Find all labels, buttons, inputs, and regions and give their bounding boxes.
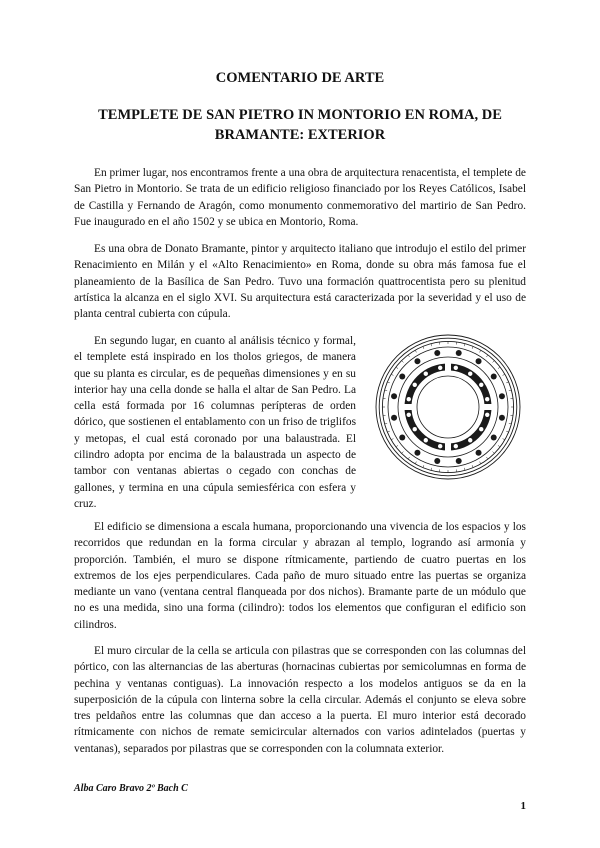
plan-column [456, 458, 462, 464]
plan-step-hatch [408, 457, 410, 459]
plan-step-hatch [402, 452, 404, 454]
temple-floor-plan-drawing [374, 333, 522, 481]
plan-cella-wall [408, 367, 488, 447]
plan-wall-niche [407, 413, 411, 417]
footer-author: Alba Caro Bravo 2º Bach C [74, 783, 188, 794]
plan-step-hatch [396, 445, 398, 447]
plan-step-hatch [472, 465, 473, 467]
plan-step-hatch [387, 431, 389, 432]
plan-wall-niche [468, 438, 472, 442]
plan-column [434, 350, 440, 356]
plan-column [434, 458, 440, 464]
plan-wall-niche [413, 427, 417, 431]
plan-step-hatch [423, 346, 424, 348]
plan-step-hatch [486, 457, 488, 459]
plan-step-hatch [480, 350, 481, 352]
plan-column [391, 393, 397, 399]
plan-door-opening [404, 404, 413, 410]
plan-wall-niche [424, 438, 428, 442]
plan-step-hatch [387, 382, 389, 383]
document-subtitle: TEMPLETE DE SAN PIETRO IN MONTORIO EN ROMA, DE BRAMANTE: EXTERIOR [98, 107, 502, 143]
plan-step-hatch [486, 355, 488, 357]
plan-door-opening [484, 404, 493, 410]
plan-step-hatch [391, 374, 393, 375]
plan-step-hatch [385, 390, 387, 391]
plan-step-hatch [431, 468, 432, 470]
plan-step-hatch [480, 462, 481, 464]
plan-step-hatch [396, 367, 398, 369]
plan-wall-niche [479, 383, 483, 387]
plan-wall-niche [407, 397, 411, 401]
plan-column [491, 373, 497, 379]
plan-column [491, 435, 497, 441]
plan-step-hatch [464, 468, 465, 470]
plan-column [456, 350, 462, 356]
plan-step-hatch [423, 465, 424, 467]
plan-step-hatch [464, 344, 465, 346]
plan-wall-niche [454, 366, 458, 370]
plan-wall-niche [479, 427, 483, 431]
paragraph-1: En primer lugar, nos encontramos frente a una obra de arquitectura renacentista, el templete de San Pietro in Montorio. Se trata de un edificio religioso financiado por los Reyes Católicos, Isabel de Castilla y Fernando de Aragón, como monumento conmemorativo del martirio de San Pedro. Fue inaugurado en el año 1502 y se ubica en Montorio, Roma. [74, 167, 526, 228]
plan-step-hatch [509, 423, 511, 424]
plan-column [414, 358, 420, 364]
plan-wall-niche [438, 444, 442, 448]
plan-step-hatch [391, 439, 393, 440]
page-number: 1 [520, 800, 526, 812]
paragraph-2: Es una obra de Donato Bramante, pintor y arquitecto italiano que introdujo el estilo del primer Renacimiento en Milán y el «Alto Renacimiento» en Roma, donde su obra más famosa fue el planeamiento de la Basílica de San Pedro. Tuvo una formación quattrocentista pero su plenitud artística la alcanza en el siglo XVI. Su arquitectura está caracterizada por la severidad y el uso de planta central cubierta con cúpula. [74, 243, 526, 321]
plan-wall-niche [424, 372, 428, 376]
plan-step-hatch [493, 361, 495, 363]
plan-step-hatch [509, 390, 511, 391]
plan-door-opening [445, 443, 451, 452]
plan-peristyle-inner-ring [398, 357, 498, 457]
plan-step-hatch [385, 423, 387, 424]
plan-step-hatch [506, 382, 508, 383]
plan-wall-niche [485, 397, 489, 401]
plan-wall-niche [438, 366, 442, 370]
plan-step-hatch [498, 367, 500, 369]
plan-wall-niche [485, 413, 489, 417]
paragraph-4: El edificio se dimensiona a escala humana, proporcionando una vivencia de los espacios y los recorridos que redundan en la forma circular y abrazan al templo, logrando así armonía y proporción. También, el muro se dispone rítmicamente, partiendo de cuatro puertas en los extremos de los ejes perpendiculares. Cada paño de muro situado entre las puertas se organiza mediante un vano (ventana central flanqueada por dos nichos). Bramante parte de un módulo que no es una medida, sino una forma (cilindro): todos los elementos que configuran el edificio son cilindros. [74, 521, 526, 631]
plan-column [499, 415, 505, 421]
paragraph-5: El muro circular de la cella se articula con pilastras que se corresponden con las columnas del pórtico, con las alternancias de las aberturas (hornacinas cubiertas por semicolumnas en forma de pechina y ventanas contiguas). La innovación respecto a los modelos antiguos se da en la superposición de la cúpula con linterna sobre la cella circular. Además el conjunto se eleva sobre tres peldaños entre las columnas que dan acceso a la puerta. El muro interior está decorado rítmicamente con nichos de remate semicircular alternados con varios adintelados (puertas y ventanas), separados por pilastras que se corresponden con la columnata exterior. [74, 645, 526, 755]
plan-column [399, 435, 405, 441]
paragraph-3: En segundo lugar, en cuanto al análisis técnico y formal, el templete está inspirado en los tholos griegos, de manera que su planta es circular, es de pequeñas dimensiones y en su interior hay una cella donde se halla el altar de San Pedro. La cella está formada por 16 columnas perípteras de orden dórico, que sostienen el entablamento con un friso de triglifos y metopas, el cual está coronado por una balaustrada. El cilindro adopta por encima de la balaustrada un aspecto de tambor con ventanas abiertas o cegado con conchas de gallones, y termina en una cúpula semiesférica con esfera y cruz. [74, 335, 356, 510]
plan-step-hatch [402, 361, 404, 363]
plan-column [399, 373, 405, 379]
plan-column [414, 450, 420, 456]
plan-step-hatch [503, 439, 505, 440]
plan-step-hatch [415, 462, 416, 464]
plan-column [476, 358, 482, 364]
plan-wall-niche [413, 383, 417, 387]
plan-wall-niche [454, 444, 458, 448]
plan-step-hatch [498, 445, 500, 447]
plan-door-opening [445, 363, 451, 372]
plan-step-hatch [408, 355, 410, 357]
plan-column [391, 415, 397, 421]
document-title: COMENTARIO DE ARTE [215, 70, 385, 86]
plan-step-hatch [503, 374, 505, 375]
plan-step-hatch [472, 346, 473, 348]
plan-step-hatch [431, 344, 432, 346]
plan-step-ring [379, 338, 517, 476]
plan-step-hatch [415, 350, 416, 352]
plan-column [476, 450, 482, 456]
plan-step-hatch [493, 452, 495, 454]
plan-step-hatch [506, 431, 508, 432]
plan-cella-interior-ring [417, 376, 479, 438]
plan-column [499, 393, 505, 399]
plan-wall-niche [468, 372, 472, 376]
